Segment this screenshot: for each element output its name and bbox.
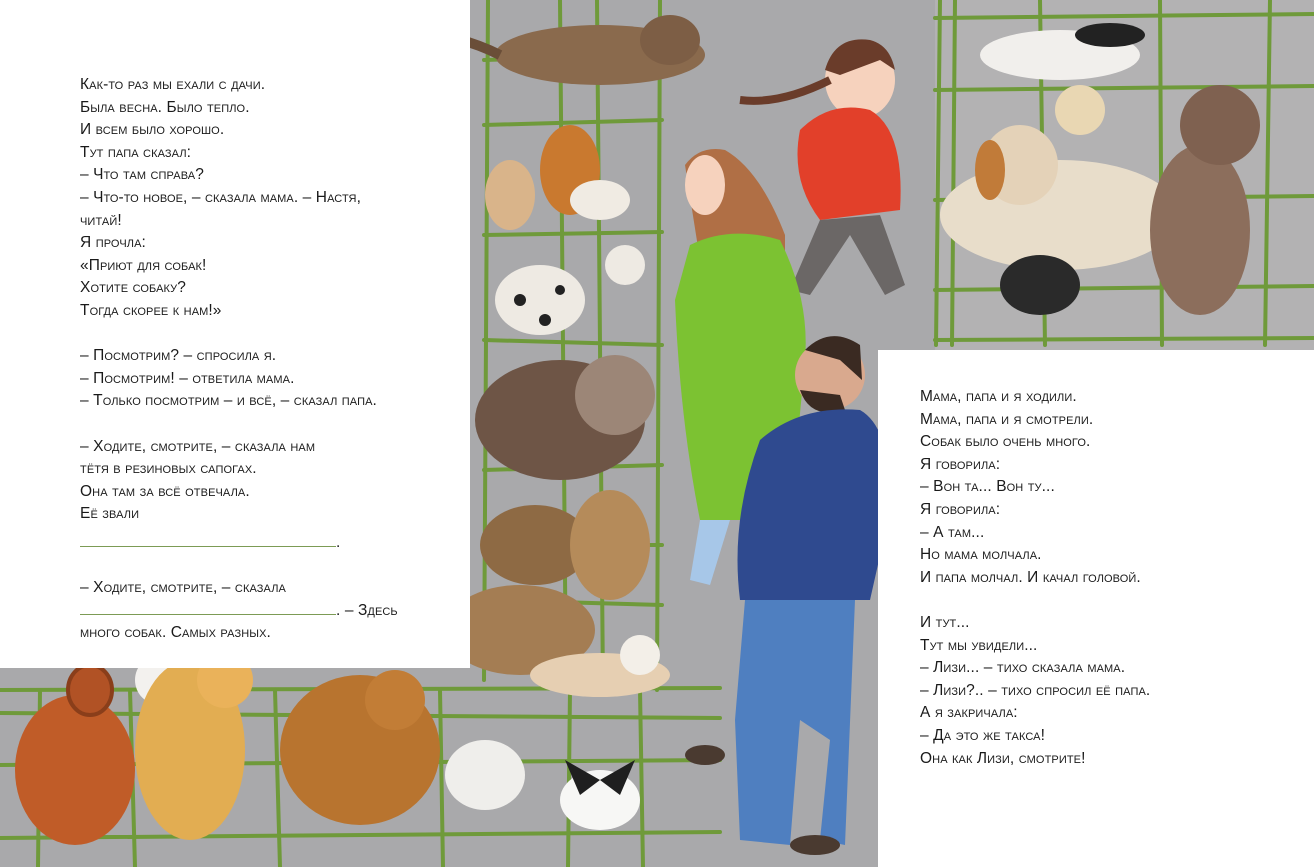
text-line: Была весна. Было тепло. (80, 98, 250, 116)
text-line: – Вон та... Вон ту... (920, 478, 1055, 496)
text-line: «Приют для собак! (80, 256, 207, 274)
text-line: И папа молчал. И качал головой. (920, 568, 1141, 586)
text-line: А я закричала: (920, 704, 1018, 722)
text-line: – А там... (920, 523, 985, 541)
text-line: – Что там справа? (80, 166, 204, 184)
text-line: читай! (80, 211, 122, 229)
text-line: много собак. Самых разных. (80, 624, 271, 642)
text-line: – Ходите, смотрите, – сказала (80, 579, 286, 597)
text-line: Но мама молчала. (920, 546, 1042, 564)
write-in-blank[interactable] (80, 600, 336, 615)
text-line: тётя в резиновых сапогах. (80, 460, 257, 478)
text-line: Тогда скорее к нам!» (80, 301, 222, 319)
text-line: – Лизи?.. – тихо спросил её папа. (920, 681, 1151, 699)
text-line: Её звали (80, 505, 140, 523)
text-line: – Только посмотрим – и всё, – сказал папа. (80, 392, 377, 410)
text-line: Я говорила: (920, 455, 1001, 473)
text-line: Хотите собаку? (80, 279, 186, 297)
fill-in-line-name-2[interactable] (80, 600, 460, 623)
text-line: И всем было хорошо. (80, 121, 225, 139)
text-line: Я говорила: (920, 500, 1001, 518)
text-line: Собак было очень много. (920, 433, 1091, 451)
right-story-text (920, 386, 1300, 770)
text-line: Как-то раз мы ехали с дачи. (80, 76, 266, 93)
text-line: Она как Лизи, смотрите! (920, 749, 1086, 767)
left-story-text (80, 74, 460, 645)
text-line: Она там за всё отвечала. (80, 482, 250, 500)
text-line: Мама, папа и я смотрели. (920, 410, 1094, 428)
text-line: – Ходите, смотрите, – сказала нам (80, 437, 316, 455)
text-line: – Посмотрим! – ответила мама. (80, 369, 295, 387)
text-line: – Посмотрим? – спросила я. (80, 347, 277, 365)
text-line: Я прочла: (80, 234, 146, 252)
blank-period: . (336, 533, 341, 551)
text-line: И тут... (920, 613, 970, 631)
text-line: – Лизи... – тихо сказала мама. (920, 659, 1126, 677)
text-line: – Что-то новое, – сказала мама. – Настя, (80, 188, 361, 206)
blank-suffix: . – Здесь (336, 601, 398, 619)
write-in-blank[interactable] (80, 532, 336, 547)
text-line: – Да это же такса! (920, 726, 1045, 744)
fill-in-line-name[interactable] (80, 532, 460, 555)
text-line: Тут папа сказал: (80, 143, 192, 161)
text-line: Мама, папа и я ходили. (920, 388, 1077, 405)
text-line: Тут мы увидели... (920, 636, 1038, 654)
